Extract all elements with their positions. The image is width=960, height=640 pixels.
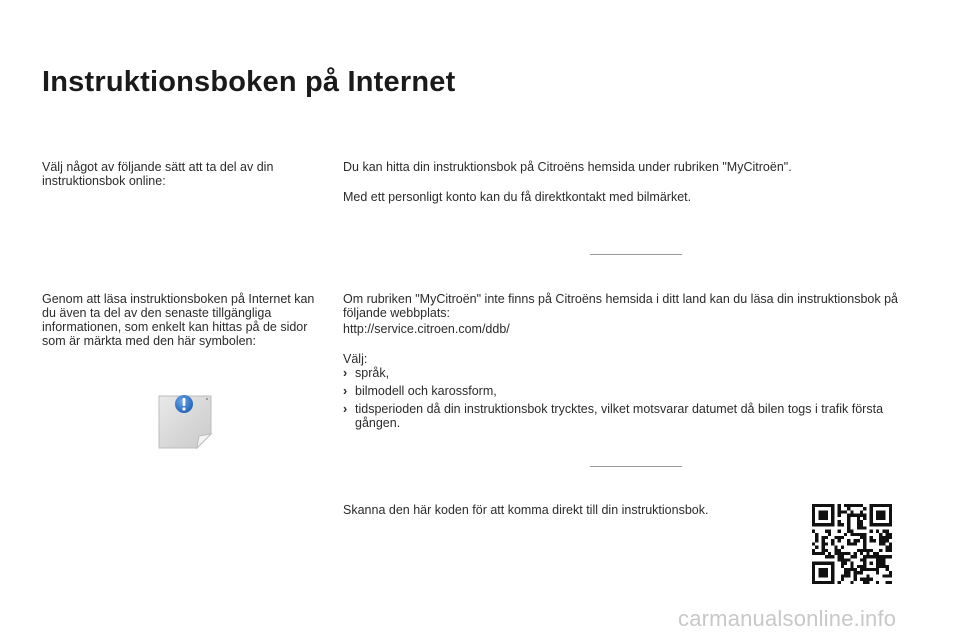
info-document-icon: [155, 392, 215, 450]
list-item: › tidsperioden då din instruktionsbok trycktes, vilket motsvarar datumet då bilen togs i trafik första gången.: [343, 402, 884, 430]
choice-list: [343, 366, 913, 434]
separator-rule: [590, 466, 682, 467]
intro-text: Välj något av följande sätt att ta del av din instruktionsbok online:: [42, 160, 274, 188]
chevron-right-icon: ›: [343, 366, 348, 380]
chevron-right-icon: ›: [343, 384, 348, 398]
choose-label: Välj:: [343, 352, 368, 366]
konto-text: Med ett personligt konto kan du få direktkontakt med bilmärket.: [343, 190, 692, 204]
hemsida-text: Du kan hitta din instruktionsbok på Citroëns hemsida under rubriken "MyCitroën".: [343, 160, 792, 174]
url-link[interactable]: http://service.citroen.com/ddb/: [343, 322, 510, 336]
list-item: › bilmodell och karossform,: [343, 384, 497, 398]
fallback-text: Om rubriken "MyCitroën" inte finns på Citroëns hemsida i ditt land kan du läsa din instruktionsbok på följande webbplats:: [343, 292, 898, 320]
chevron-right-icon: ›: [343, 402, 348, 416]
qr-code-icon[interactable]: [812, 504, 892, 584]
symbol-note-text: Genom att läsa instruktionsboken på Internet kan du även ta del av den senaste tillgängliga informationen, som enkelt kan hittas på de sidor som är märkta med den här symbolen:: [42, 292, 315, 348]
page-title: Instruktionsboken på Internet: [42, 66, 456, 98]
watermark-text: carmanualsonline.info: [678, 606, 897, 631]
scan-text: Skanna den här koden för att komma direkt till din instruktionsbok.: [343, 503, 709, 517]
separator-rule: [590, 254, 682, 255]
list-item: › språk,: [343, 366, 390, 380]
